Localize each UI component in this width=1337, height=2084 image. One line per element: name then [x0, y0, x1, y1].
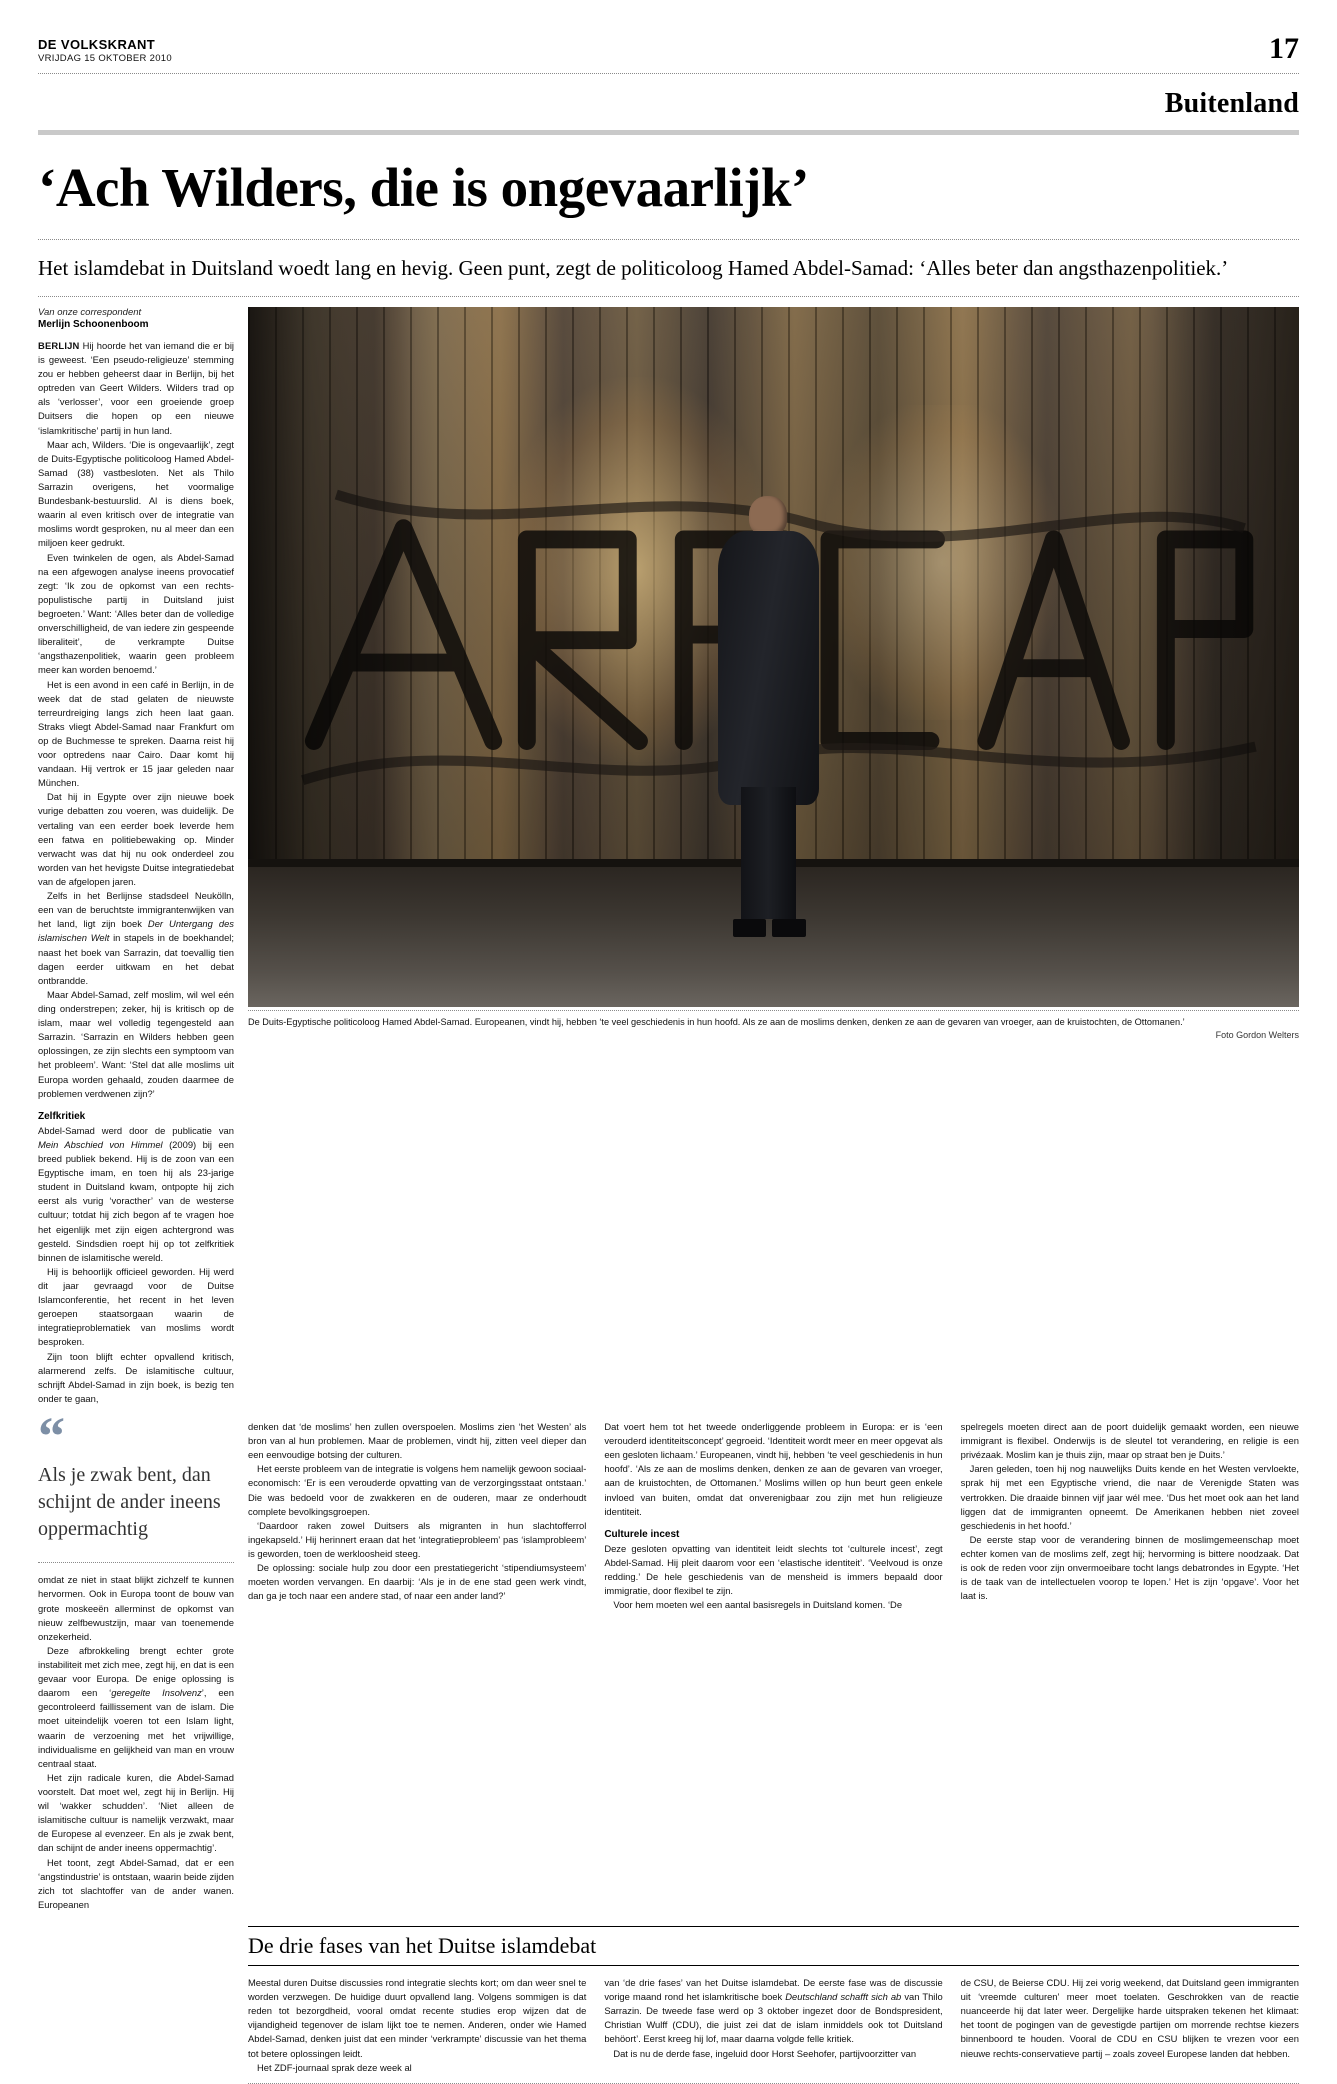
bottom-rule-top: [248, 1926, 1299, 1927]
paragraph: de CSU, de Beierse CDU. Hij zei vorig weekend, dat Duitsland geen immigranten uit ‘vreemde culturen’ meer moet toelaten. Geschrokken van de reactie nuanceerde hij dat later weer. Dergelijke harde uitspraken tekenen het klimaat: het toont de pogingen van de gevestigde partijen om morrende rechtse kiezers binnenboord te houden. Vooral de CDU en CSU blijken te vrezen voor een nieuwe rechts-conservatieve partij – zoals zoveel Europese landen dat hebben.: [960, 1976, 1299, 2059]
paragraph: Deze afbrokkeling brengt echter grote instabiliteit met zich mee, zegt hij, en dat is een gevaar voor Europa. De enige oplossing is daarom een ‘geregelte Insolvenz’, een gecontroleerd faillissement van de islam. Die moet uiteindelijk voeren tot een Islam light, waarin de verzoening met het vrijwillige, individualisme en gelijkheid van man en vrouw centraal staat.: [38, 1644, 234, 1769]
paragraph: Jaren geleden, toen hij nog nauwelijks Duits kende en het Westen vervloekte, sprak hij met een Egyptische vriend, die naar de Verenigde Staten was vertrokken. Die draaide binnen vijf jaar wél mee. ‘Dus het moet ook aan het land liggen dat de immigranten opneemt. De Amerikanen hebben niet zoveel geschiedenis in het hoofd.’: [960, 1463, 1299, 1531]
pullquote-text: Als je zwak bent, dan schijnt de ander ineens oppermachtig: [38, 1463, 221, 1540]
section-header: [38, 74, 1299, 124]
photo-subject-head: [749, 496, 787, 536]
paragraph: Even twinkelen de ogen, als Abdel-Samad na een afgewogen analyse ineens provocatief zegt: ‘Ik zou de opkomst van een rechts-populistische partij in Duitsland juist begroeten.’ Want: ‘Alles beter dan de volledige onverschilligheid, de van iedere zin gespeende liberaliteit’, de verkrampte Duitse ‘angsthazenpolitiek, waarin geen probleem meer kan worden benoemd.’: [38, 551, 234, 676]
subheading-culturele-incest: Culturele incest: [604, 1528, 680, 1540]
photo-caption-divider: [248, 1010, 1299, 1011]
paragraph: Voor hem moeten wel een aantal basisregels in Duitsland komen. ‘De: [613, 1599, 903, 1611]
top-area: [38, 307, 1299, 1406]
body-column-2: [248, 1420, 586, 1912]
subhead-divider: [38, 296, 1299, 297]
paragraph: Dat voert hem tot het tweede onderliggende probleem in Europa: er is ‘een verouderd identiteitsconcept’ gegroeid. ‘Identiteit wordt meer en meer opgevat als een gesloten lichaam.’ Europeanen, vindt hij, hebben ‘te veel geschiedenis in hun hoofd’. ‘Als ze aan de moslims denken, denken ze aan de gevaren van vroeger, aan de kruistochten, de Ottomanen.’ Moslims willen op hun beurt geen enkele invloed van buiten, omdat dat onverenigbaar zou zijn met hun religieuze identiteit.: [604, 1420, 943, 1517]
photo-subject-shoe-left: [733, 919, 767, 937]
page-number: 17: [1269, 32, 1299, 65]
body-column-4: [961, 1420, 1299, 1912]
article-subhead: Het islamdebat in Duitsland woedt lang en hevig. Geen punt, zegt de politicoloog Hamed Abdel-Samad: ‘Alles beter dan angsthazenpolitiek.’: [38, 255, 1229, 280]
photo-subject-coat: [718, 531, 819, 804]
paragraph: Het is een avond in een café in Berlijn, in de week dat de stad gelaten de nieuwste terreurdreiging langs zich heen laat gaan. Straks vliegt Abdel-Samad naar Frankfurt om op de Buchmesse te spreken. Daarna reist hij voor optredens naar Cairo. Daar komt hij vandaan. Hij vertrok er 15 jaar geleden naar München.: [38, 678, 234, 789]
photo-credit: Foto Gordon Welters: [1215, 1029, 1299, 1040]
byline-author: Merlijn Schoonenboom: [38, 318, 149, 330]
photo-subject-legs: [741, 787, 796, 919]
paragraph: spelregels moeten direct aan de poort duidelijk gemaakt worden, een nieuwe immigrant is flexibel. Onderwijs is de sleutel tot verandering, en religie is een privézaak. Moslim kan je thuis zijn, maar op straat ben je Duits.’: [960, 1420, 1299, 1461]
paragraph: Het eerste probleem van de integratie is volgens hem namelijk gewoon sociaal-economisch: ‘Er is een verouderde opvatting van de verzorgingsstaat ontstaan.’ Die was bedoeld voor de zwakkeren en de ouderen, maar ze onderhoudt complete bevolkingsgroepen.: [248, 1463, 587, 1517]
headline-divider: [38, 239, 1299, 240]
subheading-zelfkritiek: Zelfkritiek: [38, 1110, 86, 1122]
issue-date: VRIJDAG 15 OKTOBER 2010: [38, 52, 172, 64]
bottom-col1-body: [248, 1976, 586, 2075]
photo-caption: De Duits-Egyptische politicoloog Hamed Abdel-Samad. Europeanen, vindt hij, hebben ‘te veel geschiedenis in hun hoofd. Als ze aan de moslims denken, denken ze aan de gevaren van vroeger, aan de kruistochten, de Ottomanen.’: [248, 1016, 1185, 1027]
photo-subject-shoe-right: [772, 919, 806, 937]
paragraph: Maar Abdel-Samad, zelf moslim, wil wel eén ding onderstrepen; zeker, hij is kritisch op de islam, maar wel volledig tegengesteld aan Sarrazin. ‘Sarrazin en Wilders hebben geen oplossingen, ze zijn slechts een symptoom van het probleem’. Want: ‘Stel dat alle moslims uit Europa worden gehaald, zouden daarmee de problemen verdwenen zijn?’: [38, 988, 234, 1099]
lower-area: [38, 1405, 1299, 1912]
quote-mark-icon: “: [38, 1405, 65, 1466]
photo-subject-figure: [716, 496, 821, 937]
paragraph: omdat ze niet in staat blijkt zichzelf te kunnen hervormen. Ook in Europa toont de bouw van grote moskeeën allerminst de opkomst van nieuw zelfbewustzijn, maar van toenemende onzekerheid.: [38, 1574, 234, 1642]
paragraph: Meestal duren Duitse discussies rond integratie slechts kort; om dan weer snel te worden verzwegen. De huidige duurt opvallend lang. Volgens sommigen is dat reden tot bezorgdheid, vooral omdat recente studies erop wijzen dat de vijandigheid tegenover de islam lijkt toe te nemen. Anderen, onder wie Hamed Abdel-Samad, denken juist dat een minder ‘verkrampte’ discussie van het thema tot betere oplossingen leidt.: [248, 1976, 587, 2059]
byline-label: Van onze correspondent: [38, 306, 142, 318]
paragraph: ‘Daardoor raken zowel Duitsers als migranten in hun slachtofferrol ingekapseld.’ Hij herinnert eraan dat het ‘integratieprobleem’ pas ‘islamprobleem’ is geworden, toen de werkloosheid steeg.: [248, 1519, 587, 1559]
body-column-3: [604, 1420, 942, 1912]
pullquote-divider: [38, 1562, 234, 1563]
bottom-feature: [248, 1926, 1299, 2084]
lead-body-continued: [38, 1124, 234, 1406]
paragraph: De eerste stap voor de verandering binnen de moslimgemeenschap moet echter komen van de moslims zelf, zegt hij; hervorming is bittere noodzaak. Dat is ook de reden voor zijn onvermoeibare tocht langs debatrondes in Egypte. ‘Het is de taak van de intellectuelen voorop te lopen.’ Het is zijn ‘opgave’. Voor het laat is.: [960, 1533, 1299, 1602]
paragraph: Maar ach, Wilders. ‘Die is ongevaarlijk’, zegt de Duits-Egyptische politicoloog Hamed Abdel-Samad (38) vastbesloten. Net als Thilo Sarrazin overigens, het voormalige Bundesbank-bestuurslid. Al is diens boek, waarin al even kritisch over de integratie van moslims wordt gesproken, nu al meer dan een miljoen keer gedrukt.: [38, 438, 234, 549]
column-3-body: [604, 1420, 942, 1519]
bottom-column-3: [961, 1976, 1299, 2075]
paragraph: Het toont, zegt Abdel-Samad, dat er een ‘angstindustrie’ is ontstaan, waarin beide zijden zich tot slachtoffer van de ander wanen. Europeanen: [38, 1856, 234, 1910]
bottom-rule-mid: [248, 1965, 1299, 1966]
paper-name: DE VOLKSKRANT: [38, 37, 156, 52]
bottom-column-1: [248, 1976, 586, 2075]
paragraph: Zijn toon blijft echter opvallend kritisch, alarmerend zelfs. De islamitische cultuur, schrijft Abdel-Samad in zijn boek, is bezig ten onder te gaan,: [38, 1350, 234, 1404]
paragraph-text: Hij hoorde het van iemand die er bij is geweest. ‘Een pseudo-religieuze’ stemming zou er hebben geheerst daar in Berlijn, bij het optreden van Geert Wilders. Wilders trad op als ‘verlosser’, voor een groeiende groep Duitsers die hopen op een nieuwe ‘islamkritische’ partij in hun land.: [38, 339, 234, 436]
bottom-feature-wrap: [38, 1912, 1299, 2084]
bottom-col3-body: [961, 1976, 1299, 2061]
lead-body: [38, 339, 234, 1101]
column-3-body-continued: [604, 1542, 942, 1613]
lead-column: [38, 307, 234, 1406]
bottom-col2-body: [604, 1976, 942, 2061]
body-columns: [248, 1420, 1299, 1912]
paragraph: Hij is behoorlijk officieel geworden. Hij werd dit jaar gevraagd voor de Duitse Islamconferentie, het recent in het leven geroepen staatsorgaan waarin de integratieproblematiek van moslims wordt besproken.: [38, 1265, 234, 1348]
article-photo: [248, 307, 1299, 1007]
paragraph: denken dat ‘de moslims’ hen zullen overspoelen. Moslims zien ‘het Westen’ als bron van al hun problemen. Maar de problemen, vindt hij, zitten veel dieper dan een eenvoudige botsing der culturen.: [248, 1420, 587, 1461]
photo-block: [248, 307, 1299, 1406]
bottom-column-2: [604, 1976, 942, 2075]
section-title: Buitenland: [1164, 88, 1299, 119]
bottom-feature-title: De drie fases van het Duitse islamdebat: [248, 1932, 597, 1958]
paragraph: Het ZDF-journaal sprak deze week al: [257, 2061, 412, 2073]
masthead: [38, 32, 1299, 70]
page-title: ‘Ach Wilders, die is ongevaarlijk’: [38, 157, 809, 218]
paragraph: Abdel-Samad werd door de publicatie van Mein Abschied von Himmel (2009) bij een breed publiek bekend. Hij is de zoon van een Egyptische imam, en toen hij als 23-jarige student in Duitsland kwam, ontpopte hij zich eerst als vurig ‘voracther’ van de westerse cultuur; totdat hij zich begon af te vragen hoe het eigenlijk met zijn eigen achtergrond was gesteld. Sindsdien roept hij op tot zelfkritiek binnen de islamitische wereld.: [38, 1124, 234, 1263]
masthead-left: [38, 38, 172, 64]
paragraph: Zelfs in het Berlijnse stadsdeel Neukölln, een van de beruchtste immigrantenwijken van het land, ligt zijn boek Der Untergang des islamischen Welt in stapels in de boekhandel; naast het boek van Sarrazin, dat toevallig tien dagen eerder uitkwam en het debat ontbrandde.: [38, 890, 234, 986]
paragraph: Dat hij in Egypte over zijn nieuwe boek vurige debatten zou voeren, was duidelijk. De vertaling van een eerder boek leverde hem een fatwa en politiebewaking op. Minder verwacht was dat hij nu ook onderdeel zou worden van het hevigste Duitse integratiedebat van de afgelopen jaren.: [38, 791, 234, 888]
bottom-spacer: [38, 1912, 234, 2084]
paragraph: van ‘de drie fases’ van het Duitse islamdebat. De eerste fase was de discussie vorige maand rond het islamkritische boek Deutschland schafft sich ab van Thilo Sarrazin. De tweede fase werd op 3 oktober ingezet door de Bondspresident, Christian Wulff (CDU), die juist zei dat de islam inmiddels ook tot Duitsland behöort’. Eerst kreeg hij lof, maar daarna volgde felle kritiek.: [604, 1976, 943, 2045]
paragraph: De oplossing: sociale hulp zou door een prestatiegericht ‘stipendiumsysteem’ moeten worden vervangen. En daarbij: ‘Als je in de ene stad geen werk vindt, dan ga je toch naar een andere stad, of naar een ander land?’: [248, 1562, 587, 1602]
pullquote-column: [38, 1405, 234, 1912]
paragraph-lead: [38, 339, 234, 438]
paragraph: Het zijn radicale kuren, die Abdel-Samad voorstelt. Dat moet wel, zegt hij in Berlijn. Hij wil ‘wakker schudden’. ‘Niet alleen de islamitische cultuur is namelijk verzwakt, maar de Europese al evenzeer. En als je zwak bent, dan schijnt de ander ineens oppermachtig’.: [38, 1771, 234, 1854]
paragraph: Deze gesloten opvatting van identiteit leidt slechts tot ‘culturele incest’, zegt Abdel-Samad. Hij pleit daarom voor een ‘elastische identiteit’. ‘Veelvoud is onze redding.’ De hele geschiedenis van de mensheid is immers bepaald door immigratie, door flexibel te zijn.: [604, 1542, 943, 1597]
paragraph: Dat is nu de derde fase, ingeluid door Horst Seehofer, partijvoorzitter van: [613, 2047, 917, 2059]
bottom-columns: [248, 1976, 1299, 2075]
column-4-body: [961, 1420, 1299, 1603]
section-rule: [38, 130, 1299, 135]
dateline: BERLIJN: [38, 339, 80, 351]
pullquote-continued-body: [38, 1573, 234, 1912]
column-2-body: [248, 1420, 586, 1603]
